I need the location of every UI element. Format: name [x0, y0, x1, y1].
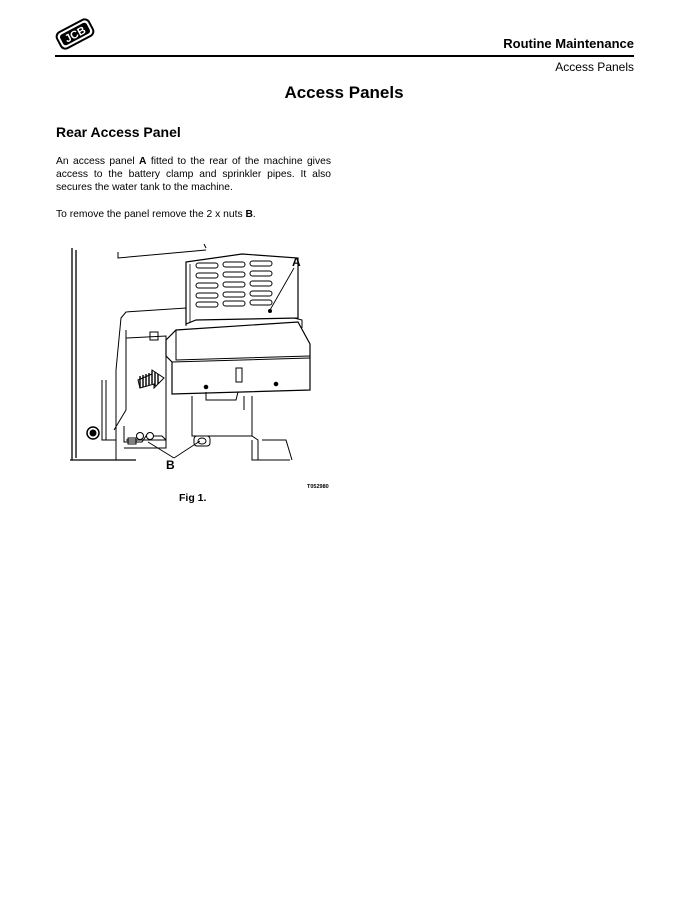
section-heading: Rear Access Panel — [56, 124, 181, 140]
header-rule — [55, 55, 634, 57]
nut-bracket-right — [194, 436, 210, 446]
section-title: Routine Maintenance — [503, 36, 634, 51]
figure-caption: Fig 1. — [179, 492, 207, 504]
subsection-title: Access Panels — [555, 60, 634, 74]
jcb-logo — [55, 17, 95, 51]
label-a: A — [292, 255, 301, 269]
label-b: B — [166, 458, 175, 472]
page-title: Access Panels — [284, 83, 404, 102]
figure-code: T052980 — [307, 484, 329, 490]
nut-bracket-left — [124, 426, 166, 448]
paragraph-access-panel: An access panel A fitted to the rear of the machine gives access to the battery clamp and sprinkler pipes. It also secures the water tank to the machine. — [56, 156, 331, 193]
direction-arrow — [138, 370, 164, 388]
rear-access-panel-illustration — [66, 240, 336, 495]
paragraph-remove-panel: To remove the panel remove the 2 x nuts B. — [56, 209, 256, 220]
svg-text:JCB: JCB — [62, 24, 89, 46]
